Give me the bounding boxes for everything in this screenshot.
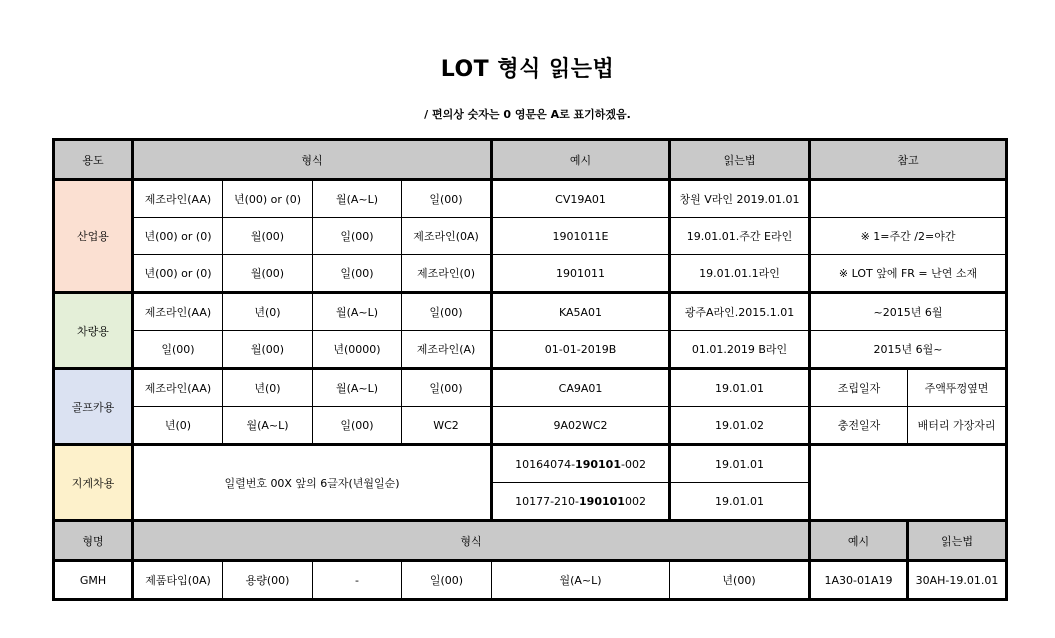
format-cell: 년(00) [670,561,810,600]
example-cell: 9A02WC2 [492,407,670,445]
header-row [54,140,1007,180]
example-cell [492,483,670,521]
table-row [54,407,1007,445]
format-cell: 월(A~L) [492,561,670,600]
example-suffix: -002 [620,457,646,471]
model-label-gmh: GMH [54,561,133,600]
format-cell: 일(00) [133,331,223,369]
section-label-industrial: 산업용 [54,180,133,293]
page-subtitle: / 편의상 숫자는 0 영문은 A로 표기하겠음. [424,108,631,121]
example-cell: KA5A01 [492,293,670,331]
section-label-golf: 골프카용 [54,369,133,445]
format-cell: 월(00) [223,331,313,369]
header-model-example: 예시 [810,521,908,561]
example-date: 190101 [575,457,621,471]
example-cell: 01-01-2019B [492,331,670,369]
note-cell: 배터리 가장자리 [908,407,1007,445]
header-example: 예시 [492,140,670,180]
note-cell: 충전일자 [810,407,908,445]
note-cell [810,445,1007,521]
header-note: 참고 [810,140,1007,180]
format-cell: 일(00) [402,293,492,331]
format-cell: 년(0) [223,293,313,331]
header-usage: 용도 [54,140,133,180]
reading-cell: 30AH-19.01.01 [908,561,1007,600]
table-row [54,331,1007,369]
format-cell: 년(00) or (0) [133,218,223,255]
section-label-vehicle: 차량용 [54,293,133,369]
format-cell: 월(A~L) [313,369,402,407]
example-cell: 1901011 [492,255,670,293]
header-model: 형명 [54,521,133,561]
example-prefix: 10164074- [515,457,576,471]
format-cell: 제조라인(0A) [402,218,492,255]
model-header-row [54,521,1007,561]
example-cell: 1A30-01A19 [810,561,908,600]
format-cell: 용량(00) [223,561,313,600]
format-cell: 년(0000) [313,331,402,369]
example-date: 190101 [579,494,625,508]
reading-cell: 19.01.01 [670,445,810,483]
format-cell: 일(00) [313,255,402,293]
reading-cell: 19.01.01 [670,369,810,407]
reading-cell: 19.01.01 [670,483,810,521]
example-cell: CA9A01 [492,369,670,407]
header-model-format: 형식 [133,521,810,561]
example-cell: 1901011E [492,218,670,255]
table-row [54,445,1007,483]
example-suffix: 002 [624,494,646,508]
format-cell: - [313,561,402,600]
reading-cell: 19.01.02 [670,407,810,445]
example-cell [492,445,670,483]
note-cell: 2015년 6월~ [810,331,1007,369]
format-cell: 년(0) [133,407,223,445]
format-cell: 일(00) [402,180,492,218]
format-cell: 제조라인(A) [402,331,492,369]
note-cell: ~2015년 6월 [810,293,1007,331]
table-row [54,218,1007,255]
table-row [54,180,1007,218]
note-cell [810,180,1007,218]
header-model-reading: 읽는법 [908,521,1007,561]
format-cell: 월(A~L) [223,407,313,445]
format-cell: 일(00) [402,561,492,600]
forklift-format: 일렬번호 00X 앞의 6글자(년월일순) [133,445,492,521]
format-cell: 월(A~L) [313,180,402,218]
format-cell: 일(00) [313,407,402,445]
reading-cell: 19.01.01.주간 E라인 [670,218,810,255]
format-cell: 월(00) [223,218,313,255]
note-cell: 주액뚜껑옆면 [908,369,1007,407]
format-cell: 일(00) [313,218,402,255]
format-cell: 월(00) [223,255,313,293]
table-row [54,255,1007,293]
format-cell: 일(00) [402,369,492,407]
header-format: 형식 [133,140,492,180]
page-title: LOT 형식 읽는법 [440,57,615,82]
format-cell: 제조라인(AA) [133,180,223,218]
table-row [54,293,1007,331]
format-cell: 년(00) or (0) [133,255,223,293]
format-cell: 년(0) [223,369,313,407]
format-cell: 월(A~L) [313,293,402,331]
note-cell: ※ LOT 앞에 FR = 난연 소재 [810,255,1007,293]
format-cell: 년(00) or (0) [223,180,313,218]
format-cell: 제조라인(AA) [133,369,223,407]
format-cell: 제품타입(0A) [133,561,223,600]
reading-cell: 19.01.01.1라인 [670,255,810,293]
table-row [54,561,1007,600]
reading-cell: 창원 V라인 2019.01.01 [670,180,810,218]
section-label-forklift: 지게차용 [54,445,133,521]
format-cell: WC2 [402,407,492,445]
note-cell: 조립일자 [810,369,908,407]
reading-cell: 광주A라인.2015.1.01 [670,293,810,331]
note-cell: ※ 1=주간 /2=야간 [810,218,1007,255]
reading-cell: 01.01.2019 B라인 [670,331,810,369]
format-cell: 제조라인(AA) [133,293,223,331]
header-reading: 읽는법 [670,140,810,180]
example-cell: CV19A01 [492,180,670,218]
format-cell: 제조라인(0) [402,255,492,293]
example-prefix: 10177-210- [515,494,580,508]
lot-format-table [52,138,1008,601]
table-row [54,369,1007,407]
